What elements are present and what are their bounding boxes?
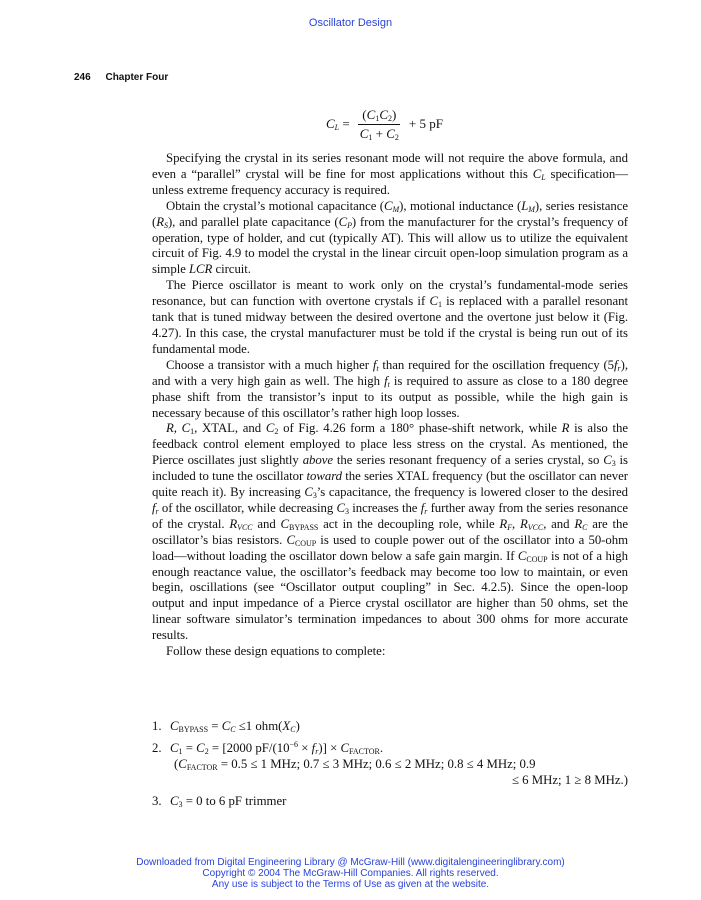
running-head	[74, 72, 168, 83]
list-item-number: 2.	[152, 741, 162, 755]
equation-denominator: $C_1 + C_2$	[359, 125, 399, 142]
footer-terms-link[interactable]: Any use is subject to the Terms of Use as given at the website.	[211, 879, 490, 890]
body-text	[152, 151, 628, 660]
load-capacitance-equation	[326, 103, 443, 145]
footer-copyright: Copyright © 2004 The McGraw-Hill Companies. All rights reserved.	[202, 868, 499, 879]
equation-suffix: + 5 pF	[408, 116, 443, 131]
list-item-text: $C_{BYPASS} = C_C \le 1$ $ohm(X_C)$	[170, 719, 300, 734]
list-item-text: $C_3 = 0$ to 6 pF trimmer	[170, 794, 287, 809]
list-item-number: 1.	[152, 719, 162, 733]
chapter-label: Chapter Four	[105, 72, 169, 83]
equation-lhs: $C_L$ =	[326, 116, 350, 132]
paragraph-6: Follow these design equations to complete:	[166, 644, 386, 659]
footer	[0, 857, 701, 890]
paragraph-5: R, $C_1$, XTAL, and $C_2$ of Fig. 4.26 form a 180° phase-shift network, while R is also the feedback control element employed to place less stress on the crystal. As mentioned, the Pierce oscillates just slightly above the series resonant frequency of a series crystal, so $C_3$ is included to tune the oscillator toward the series XTAL frequency (but the oscillator can never quite reach it). By increasing $C_3’s$ capacitance, the frequency is lowered closer to the desired $f_r$ of the oscillator, while decreasing $C_3$ increases the $f_r$ further away from the series resonance of the crystal. $R_{VCC}$ and $C_{BYPASS}$ act in the decoupling role, while $R_F$, $R_{VCC}$, and $R_C$ are the oscillator’s bias resistors. $C_{COUP}$ is used to couple power out of the oscillator into a 50-ohm load—without loading the oscillator down below a safe gain margin. If $C_{COUP}$ is not of a high enough reactance value, the oscillator’s feedback may become too low to maintain, or even begin, oscillations (see “Oscillator output coupling” in Sec. 4.2.5). Since the open-loop output and input impedance of a Pierce crystal oscillator are higher than 50 ohms, set the linear software simulator’s termination impedances to about 300 ohms for more accurate results.	[152, 421, 629, 643]
page-number: 246	[74, 72, 91, 83]
document-title-link[interactable]: Oscillator Design	[308, 17, 393, 29]
list-item	[152, 718, 628, 734]
list-item-note-cont: ≤ 6 MHz; 1 ≥ 8 MHz.)	[511, 773, 628, 787]
list-item	[152, 793, 628, 809]
paragraph-1: Specifying the crystal in its series resonant mode will not require the above formula, and even a “parallel” crystal will be fine for most applications without this $C_L$ specification—unless extreme frequency accuracy is required.	[152, 151, 629, 197]
list-item-text: $C_1 = C_2 = [2000$ $pF/(10^{-6} \times f_r)] \times C_{FACTOR}$. ($C_{FACTOR} = 0.5 \le 1$ MHz; 0.7 ≤ 3 MHz; 0.6 ≤ 2 MHz; 0.8 ≤ 4 MHz; 0.9 ≤ 6 MHz; 1 ≥ 8 MHz.)	[170, 740, 628, 787]
design-equations-list	[152, 718, 628, 815]
paragraph-2: Obtain the crystal’s motional capacitance $(C_M)$, motional inductance $(L_M)$, series resistance $(R_S)$, and parallel plate capacitance $(C_P)$ from the manufacturer for the crystal’s frequency of operation, type of holder, and cut (typically AT). This will allow us to utilize the equivalent circuit of Fig. 4.9 to model the crystal in the linear circuit open-loop simulation program as a simple LCR circuit.	[152, 198, 628, 277]
paragraph-3: The Pierce oscillator is meant to work only on the crystal’s fundamental-mode series resonance, but can function with overtone crystals if $C_1$ is replaced with a parallel resonant tank that is tuned midway between the desired overtone and the overtone just below it (Fig. 4.27). In this case, the crystal manufacturer must be told if the crystal is being run out of its fundamental mode.	[152, 278, 628, 356]
list-item-number: 3.	[152, 794, 162, 808]
equation-fraction	[356, 107, 403, 142]
footer-download-link[interactable]: Downloaded from Digital Engineering Library @ McGraw-Hill (www.digitalengineeringlibrary.com)	[136, 857, 565, 868]
list-item-note: ($C_{FACTOR} = 0.5 \le 1$ MHz; 0.7 ≤ 3 MHz; 0.6 ≤ 2 MHz; 0.8 ≤ 4 MHz; 0.9	[174, 757, 536, 772]
list-item	[152, 740, 628, 788]
paragraph-4: Choose a transistor with a much higher $f_t$ than required for the oscillation frequency $(5f_r)$, and with a very high gain as well. The high $f_t$ is required to assure as close to a 180 degree phase shift from the transistor’s input to its output as possible, while the high gain is necessary because of this oscillator’s rather high loop losses.	[152, 357, 628, 420]
equation-numerator: $(C_1C_2)$	[358, 107, 400, 125]
